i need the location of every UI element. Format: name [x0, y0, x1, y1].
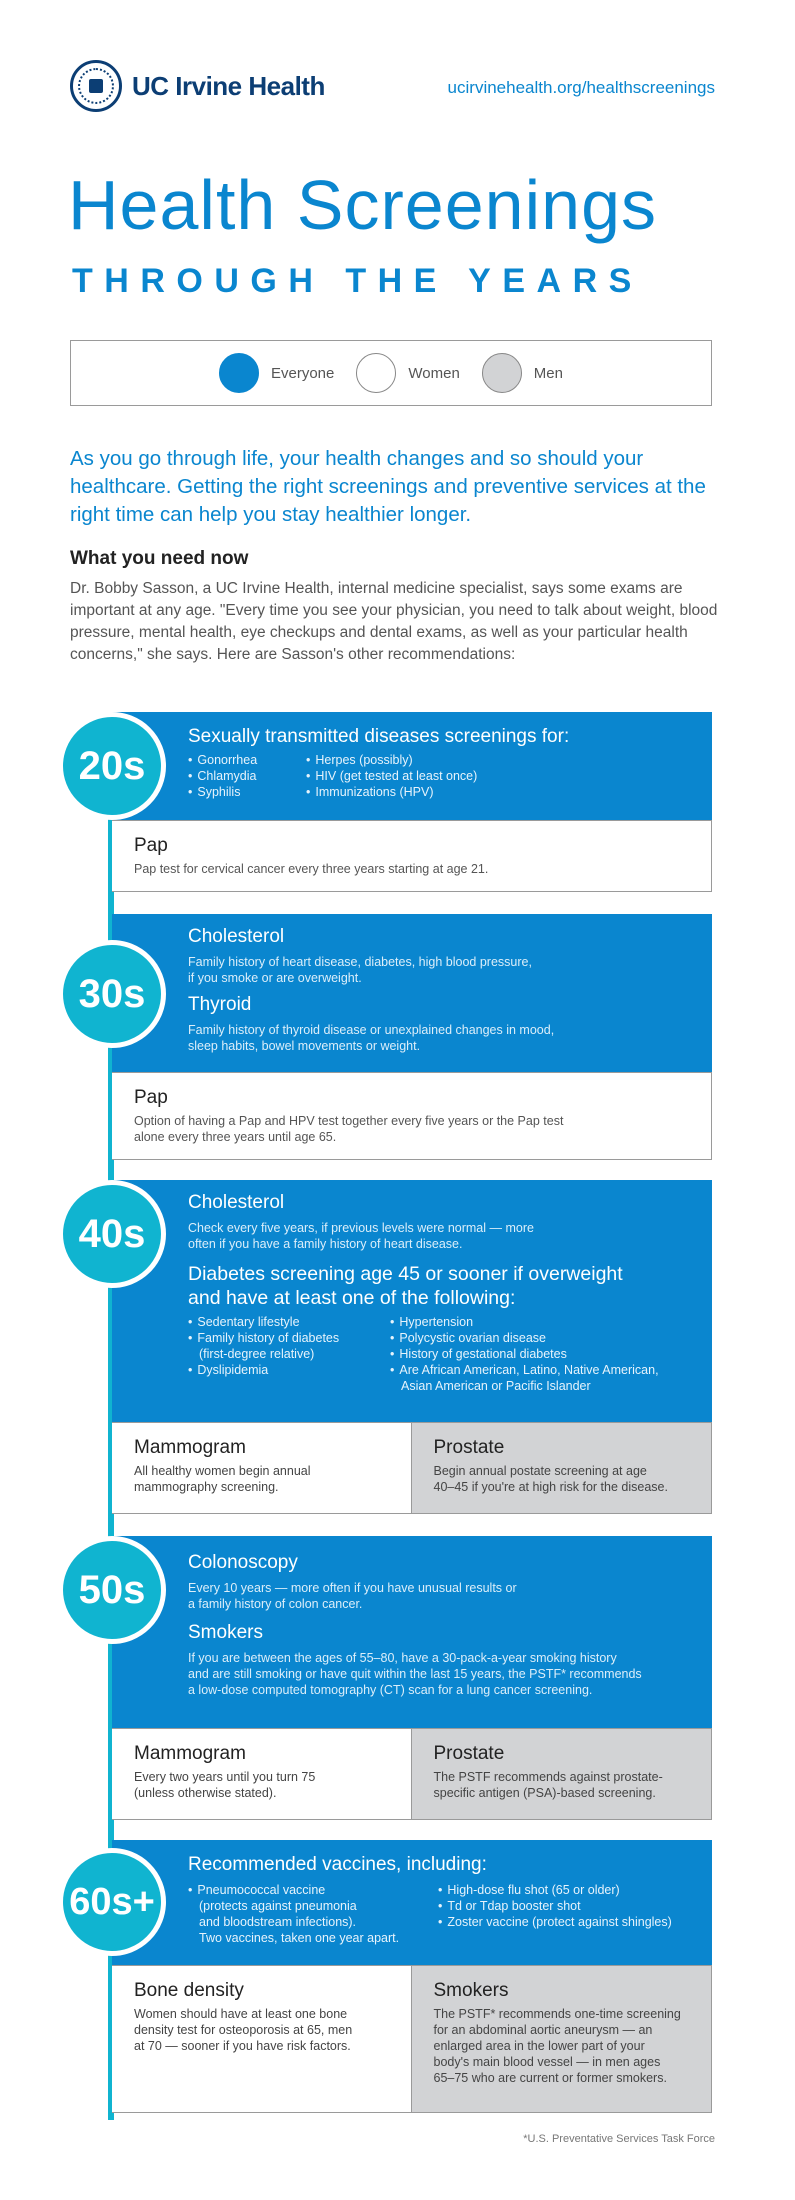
- list-item: • Immunizations (HPV): [306, 784, 477, 800]
- vaccines-heading: Recommended vaccines, including:: [188, 1854, 487, 1875]
- list-item: • Dyslipidemia: [188, 1362, 390, 1378]
- band-everyone: [112, 1536, 712, 1728]
- pap-title: Pap: [134, 835, 168, 856]
- pap-text-1: Option of having a Pap and HPV test together every five years or the Pap test: [134, 1114, 564, 1128]
- smokers-text-3: a low-dose computed tomography (CT) scan for a lung cancer screening.: [188, 1683, 593, 1697]
- list-item: • Hypertension: [390, 1314, 659, 1330]
- section-50s: [78, 1536, 712, 1820]
- mammogram-text-2: (unless otherwise stated).: [134, 1786, 277, 1800]
- bone-density-text-1: Women should have at least one bone: [134, 2007, 348, 2021]
- list-item: • Pneumococcal vaccine: [188, 1882, 438, 1898]
- box-women: [112, 1966, 412, 2112]
- box-men: [412, 1729, 712, 1819]
- brand-name: UC Irvine Health: [132, 70, 325, 101]
- legend-everyone: [219, 353, 334, 393]
- mammogram-title: Mammogram: [134, 1437, 246, 1458]
- list-item: and bloodstream infections).: [199, 1915, 357, 1929]
- what-you-need-text: Dr. Bobby Sasson, a UC Irvine Health, internal medicine specialist, says some exams are important at any age. "Every time you see your physician, you need to talk about weight, blood pressure, mental health, eye checkups and dental exams, as well as your particular health concerns," she says. Here are Sasson's other recommendations:: [70, 580, 718, 663]
- diabetes-heading-2: and have at least one of the following:: [188, 1287, 516, 1309]
- pap-title: Pap: [134, 1087, 168, 1108]
- legend: [70, 340, 712, 406]
- legend-label: Men: [533, 364, 563, 382]
- list-item: (protects against pneumonia: [199, 1899, 357, 1913]
- legend-men: [482, 353, 563, 393]
- thyroid-text-2: sleep habits, bowel movements or weight.: [188, 1039, 421, 1053]
- bone-density-title: Bone density: [134, 1980, 244, 2001]
- box-women: [112, 1423, 412, 1513]
- prostate-title: Prostate: [433, 1743, 505, 1764]
- age-badge-40s: 40s: [58, 1180, 166, 1288]
- section-40s: [78, 1180, 712, 1514]
- list-item: • Are African American, Latino, Native American,: [390, 1362, 659, 1378]
- thyroid-text-1: Family history of thyroid disease or unexplained changes in mood,: [188, 1023, 555, 1037]
- vaccines-list-2: [438, 1882, 672, 1946]
- intro-text: As you go through life, your health changes and so should your healthcare. Getting the right screenings and preventive services at the right time can help you stay healthier longer.: [70, 447, 706, 526]
- page-subtitle: THROUGH THE YEARS: [72, 262, 643, 300]
- circle-icon: [482, 353, 522, 393]
- band-everyone: [112, 1180, 712, 1422]
- smokers-text-2: for an abdominal aortic aneurysm — an: [433, 2023, 653, 2037]
- header: [70, 60, 715, 120]
- bone-density-text-2: density test for osteoporosis at 65, men: [134, 2023, 353, 2037]
- colonoscopy-text-2: a family history of colon cancer.: [188, 1597, 363, 1611]
- band-everyone: [112, 914, 712, 1072]
- legend-label: Women: [408, 364, 460, 382]
- smokers-text-3: enlarged area in the lower part of your: [433, 2039, 645, 2053]
- age-badge-30s: 30s: [58, 940, 166, 1048]
- age-badge-20s: 20s: [58, 712, 166, 820]
- std-list-2: [306, 752, 477, 800]
- circle-icon: [356, 353, 396, 393]
- cholesterol-text-2: often if you have a family history of heart disease.: [188, 1237, 463, 1251]
- list-item: • Td or Tdap booster shot: [438, 1898, 672, 1914]
- cholesterol-title: Cholesterol: [188, 926, 285, 947]
- bone-density-text-3: at 70 — sooner if you have risk factors.: [134, 2039, 351, 2053]
- list-item: Asian American or Pacific Islander: [401, 1379, 591, 1393]
- diabetes-list-1: [188, 1314, 390, 1394]
- legend-women: [356, 353, 459, 393]
- cholesterol-title: Cholesterol: [188, 1192, 285, 1213]
- diabetes-heading-1: Diabetes screening age 45 or sooner if overweight: [188, 1263, 623, 1285]
- box-women: [112, 1729, 412, 1819]
- box-split: [112, 1422, 712, 1514]
- std-list-1: [188, 752, 306, 800]
- circle-icon: [219, 353, 259, 393]
- list-item: • Chlamydia: [188, 768, 306, 784]
- box-men: [412, 1966, 712, 2112]
- pap-text-2: alone every three years until age 65.: [134, 1130, 337, 1144]
- smokers-text-5: 65–75 who are current or former smokers.: [433, 2071, 667, 2085]
- pap-text: Pap test for cervical cancer every three years starting at age 21.: [134, 862, 489, 876]
- cholesterol-text-1: Check every five years, if previous levels were normal — more: [188, 1221, 534, 1235]
- band-everyone: [112, 1840, 712, 1965]
- list-item: • Sedentary lifestyle: [188, 1314, 390, 1330]
- mammogram-text-1: Every two years until you turn 75: [134, 1770, 316, 1784]
- list-item: • Family history of diabetes: [188, 1330, 390, 1346]
- section-30s: [78, 914, 712, 1160]
- age-badge-60s: 60s+: [58, 1848, 166, 1956]
- prostate-text-2: 40–45 if you're at high risk for the disease.: [433, 1480, 668, 1494]
- list-item: (first-degree relative): [199, 1347, 315, 1361]
- prostate-text-2: specific antigen (PSA)-based screening.: [433, 1786, 656, 1800]
- section-20s: [78, 712, 712, 892]
- mammogram-title: Mammogram: [134, 1743, 246, 1764]
- footnote: *U.S. Preventative Services Task Force: [523, 2133, 715, 2145]
- list-item: • Polycystic ovarian disease: [390, 1330, 659, 1346]
- mammogram-text-2: mammography screening.: [134, 1480, 279, 1494]
- mammogram-text-1: All healthy women begin annual: [134, 1464, 311, 1478]
- list-item: • Gonorrhea: [188, 752, 306, 768]
- band-everyone: [112, 712, 712, 820]
- cholesterol-text-1: Family history of heart disease, diabetes, high blood pressure,: [188, 955, 532, 969]
- logo[interactable]: [70, 60, 325, 112]
- vaccines-list-1: [188, 1882, 438, 1946]
- website-link[interactable]: ucirvinehealth.org/healthscreenings: [447, 78, 715, 97]
- thyroid-title: Thyroid: [188, 994, 252, 1015]
- age-badge-50s: 50s: [58, 1536, 166, 1644]
- page-title: Health Screenings: [68, 166, 657, 244]
- section-60s: [69, 1840, 712, 2113]
- smokers-text-1: If you are between the ages of 55–80, have a 30-pack-a-year smoking history: [188, 1651, 617, 1665]
- smokers-title: Smokers: [433, 1980, 509, 2001]
- colonoscopy-text-1: Every 10 years — more often if you have unusual results or: [188, 1581, 517, 1595]
- uci-seal-icon: [70, 60, 122, 112]
- what-you-need-heading: What you need now: [70, 548, 249, 569]
- box-women: [112, 1072, 712, 1160]
- list-item: Two vaccines, taken one year apart.: [199, 1931, 400, 1945]
- box-split: [112, 1728, 712, 1820]
- box-men: [412, 1423, 712, 1513]
- list-item: • Syphilis: [188, 784, 306, 800]
- cholesterol-text-2: if you smoke or are overweight.: [188, 971, 362, 985]
- prostate-text-1: Begin annual postate screening at age: [433, 1464, 647, 1478]
- colonoscopy-title: Colonoscopy: [188, 1552, 298, 1573]
- box-women: [112, 820, 712, 892]
- list-item: • High-dose flu shot (65 or older): [438, 1882, 672, 1898]
- list-item: • Zoster vaccine (protect against shingles): [438, 1914, 672, 1930]
- smokers-title: Smokers: [188, 1622, 263, 1643]
- prostate-title: Prostate: [433, 1437, 505, 1458]
- smokers-text-4: body's main blood vessel — in men ages: [433, 2055, 661, 2069]
- list-item: • History of gestational diabetes: [390, 1346, 659, 1362]
- legend-label: Everyone: [271, 364, 335, 382]
- list-item: • Herpes (possibly): [306, 752, 477, 768]
- prostate-text-1: The PSTF recommends against prostate-: [433, 1770, 663, 1784]
- smokers-text-2: and are still smoking or have quit within the last 15 years, the PSTF* recommends: [188, 1667, 642, 1681]
- diabetes-list-2: [390, 1314, 659, 1394]
- box-split: [112, 1965, 712, 2113]
- std-heading: Sexually transmitted diseases screenings for:: [188, 726, 570, 747]
- smokers-text-1: The PSTF* recommends one-time screening: [433, 2007, 681, 2021]
- list-item: • HIV (get tested at least once): [306, 768, 477, 784]
